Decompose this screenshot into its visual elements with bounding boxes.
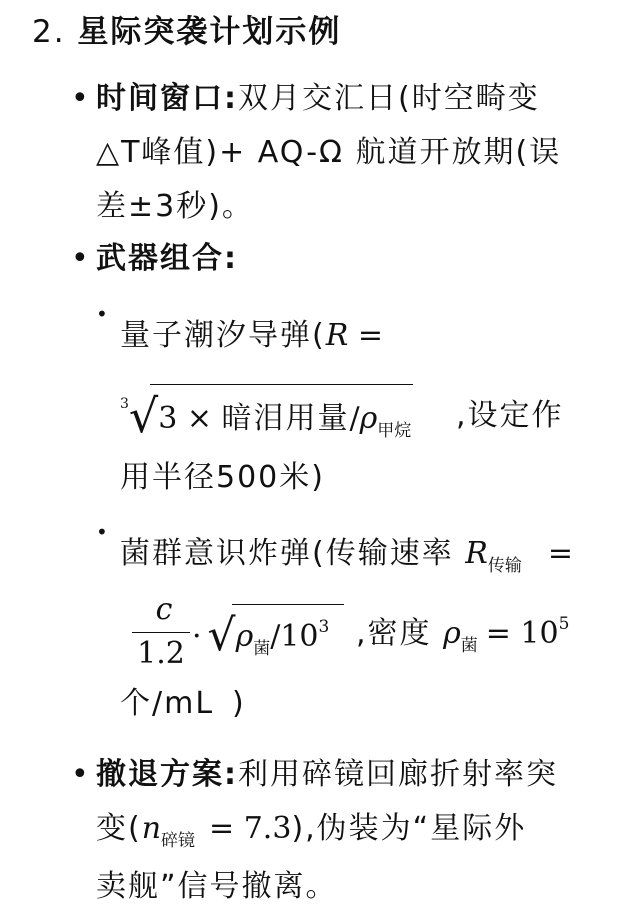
radicand-prefix: 3 × [158,401,222,436]
bullet-icon: • [71,241,91,276]
time-window-line3: 差±3秒)。 [96,189,254,224]
frac-denominator: 1.2 [137,636,185,671]
section-heading [32,10,341,54]
weapons-colon: : [224,241,238,276]
fungal-r-subscript: 传输 [487,556,522,576]
list-item-retreat [71,748,616,910]
rho-symbol: ρ [443,616,461,651]
density-text: ,密度 [356,616,444,651]
quantum-line3: 用半径500米) [120,460,325,495]
closing-paren: ) [232,686,246,721]
time-window-label: 时间窗口 [96,81,224,116]
retreat-line1: 利用碎镜回廊折射率突 [238,757,558,792]
retreat-line3: 卖舰”信号撤离。 [96,869,338,904]
fraction-bar [132,632,190,633]
frac-numerator: c [155,592,173,627]
section-title: 星际突袭计划示例 [77,14,342,50]
root-exponent: 3 [318,617,330,637]
n-value: = 7.3 [209,811,292,846]
radicand-text: 暗泪用量 [221,401,350,436]
bullet-icon: • [71,757,91,792]
section-number: 2. [32,14,66,50]
n-symbol: n [141,811,162,846]
rho-subscript: 菌 [253,639,271,659]
quantum-cube-root [120,382,411,454]
density-exponent: 5 [558,614,570,634]
unit-prefix: 个/mL [120,686,215,721]
list-item-time-window [71,72,616,234]
root-index: 3 [120,396,129,412]
density-value: = 10 [485,616,559,651]
retreat-colon: : [224,757,238,792]
weapons-label: 武器组合 [96,241,224,276]
quantum-tail: ,设定作 [456,398,564,433]
radical-bar [232,604,344,605]
fungal-equals: = [547,536,573,571]
retreat-line2-end: ),伪装为“星际外 [291,811,527,846]
rho-symbol: ρ [235,619,254,654]
rho-subscript: 菌 [460,636,478,656]
bullet-icon: • [71,81,91,116]
retreat-line2-start: 变( [96,811,142,846]
radicand-slash: / [349,401,360,436]
quantum-intro: 量子潮汐导弹( [120,318,326,353]
sub-item-fungal-bomb [96,520,620,738]
time-window-line1: 双月交汇日(时空畸变 [238,81,540,116]
time-window-colon: : [224,81,238,116]
bullet-icon: • [96,520,110,544]
n-subscript: 碎镜 [161,831,196,851]
time-window-line2: △T峰值)+ AQ-Ω 航道开放期(误 [96,135,562,170]
radical-bar [150,384,413,385]
rho-subscript: 甲烷 [377,421,412,441]
list-item-weapons [71,232,616,286]
fungal-intro: 菌群意识炸弹(传输速率 [120,536,466,571]
quantum-equals: = [357,318,383,353]
retreat-label: 撤退方案 [96,757,224,792]
sub-item-quantum-missile [96,302,620,500]
bullet-icon: • [96,302,110,326]
root-tail: /10 [270,619,319,654]
radical-sign-icon: √ [128,389,159,443]
radical-sign-icon: √ [207,610,236,661]
quantum-var-r: R [325,318,349,353]
rho-symbol: ρ [359,401,378,436]
fungal-var-r: R [465,536,488,571]
cdot: · [192,619,202,654]
